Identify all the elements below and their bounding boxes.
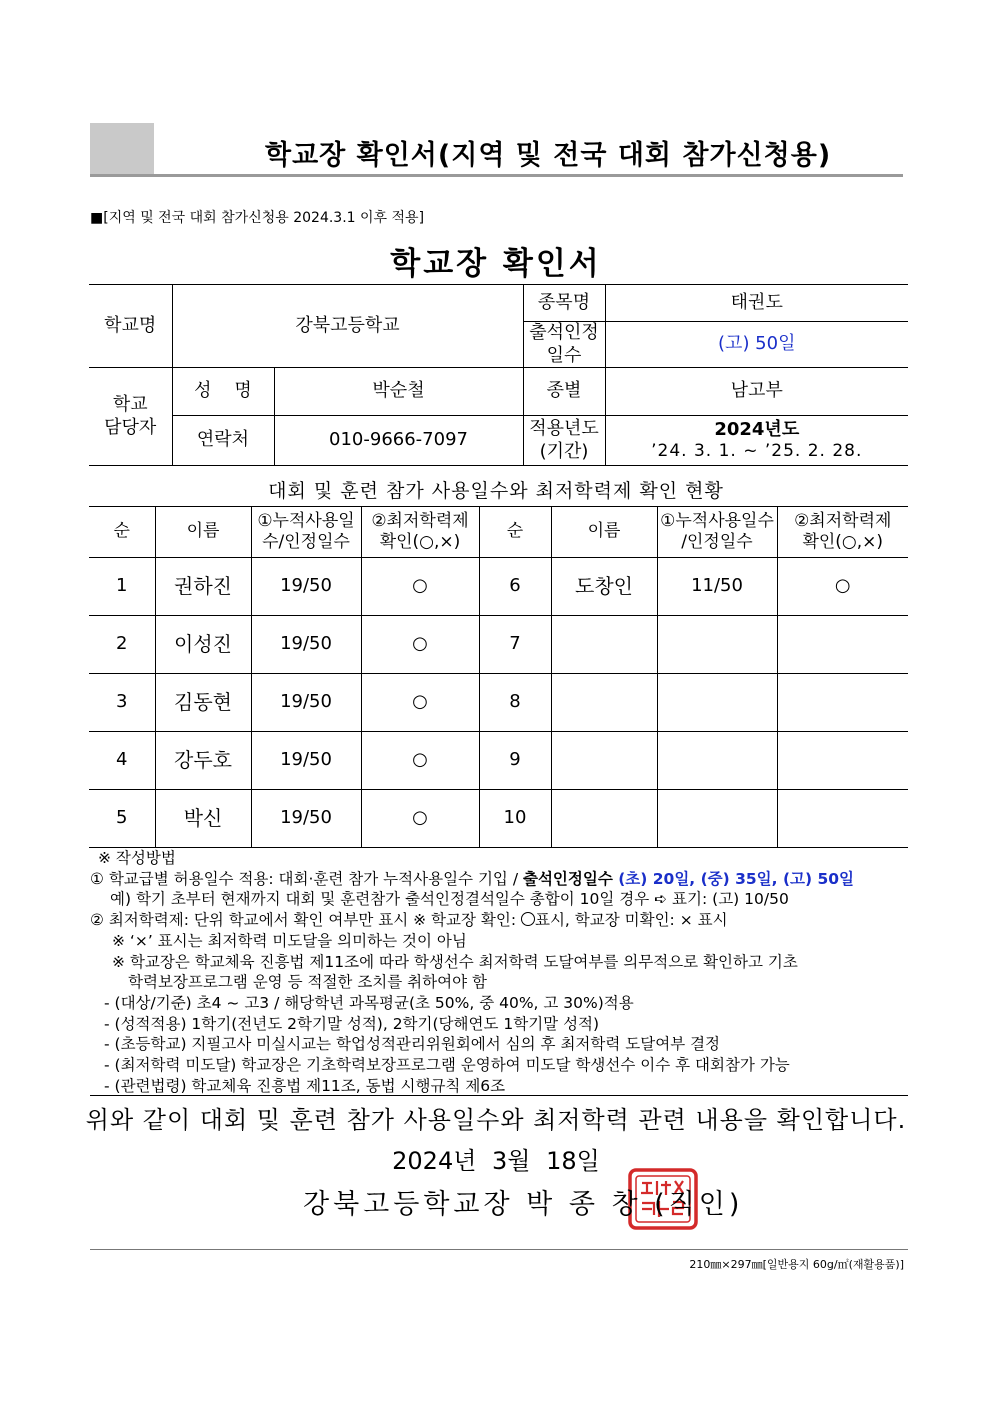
table-row (89, 616, 908, 674)
method-item-1 (90, 869, 910, 890)
sport-label: 종목명 (523, 285, 605, 322)
header-gray-box (90, 123, 154, 176)
row-days-2 (657, 674, 777, 732)
table-row (89, 790, 908, 848)
header-name: 이름 (155, 507, 251, 558)
row-days-2 (657, 616, 777, 674)
method-bullet: - (대상/기준) 초4 ~ 고3 / 해당학년 과목평균(초 50%, 중 40%, 고 30%)적용 (104, 993, 634, 1012)
year-value: 2024년도 (714, 418, 800, 440)
method-note-principal-2: 학력보장프로그램 운영 등 적절한 조치를 취하여야 함 (128, 973, 487, 992)
section-divider (90, 1095, 908, 1096)
header-days-2: ①누적사용일수 /인정일수 (657, 507, 777, 558)
row-days: 19/50 (251, 674, 361, 732)
row-check-2 (777, 790, 908, 848)
row-days: 19/50 (251, 790, 361, 848)
row-check-2: ○ (777, 558, 908, 616)
row-check: ○ (361, 558, 479, 616)
document-title: 학교장 확인서(지역 및 전국 대회 참가신청용) (265, 140, 832, 171)
row-days-2: 11/50 (657, 558, 777, 616)
row-days: 19/50 (251, 616, 361, 674)
row-check: ○ (361, 616, 479, 674)
header-no: 순 (89, 507, 155, 558)
contact-label: 연락처 (172, 416, 274, 466)
title-divider (90, 174, 903, 177)
table-row (89, 558, 908, 616)
circle-mark-icon (521, 912, 535, 926)
manager-label: 학교 담당자 (89, 368, 172, 466)
status-caption: 대회 및 훈련 참가 사용일수와 최저학력제 확인 현황 (268, 480, 724, 502)
header-no-2: 순 (479, 507, 551, 558)
issue-date: 2024년 3월 18일 (392, 1147, 600, 1175)
row-name: 김동현 (155, 674, 251, 732)
row-no: 3 (89, 674, 155, 732)
row-check-2 (777, 674, 908, 732)
period-value: ’24. 3. 1. ~ ’25. 2. 28. (651, 441, 863, 462)
row-name-2 (551, 732, 657, 790)
row-name-2: 도창인 (551, 558, 657, 616)
contact-value: 010-9666-7097 (274, 416, 523, 466)
writing-method (90, 848, 910, 1096)
row-no: 5 (89, 790, 155, 848)
row-name: 강두호 (155, 732, 251, 790)
main-title: 학교장 확인서 (390, 246, 602, 282)
manager-name-value: 박순철 (274, 368, 523, 416)
row-name-2 (551, 674, 657, 732)
method-item-2 (90, 910, 910, 931)
row-check: ○ (361, 790, 479, 848)
method-item-2-b: 표시, 학교장 미확인: × 표시 (534, 911, 728, 930)
method-note-x: ※ ‘×’ 표시는 최저학력 미도달을 의미하는 것이 아님 (112, 931, 467, 950)
row-no: 2 (89, 616, 155, 674)
year-label: 적용년도 (기간) (523, 416, 605, 466)
method-bullet: - (성적적용) 1학기(전년도 2학기말 성적), 2학기(당해연도 1학기말 성적) (104, 1014, 600, 1033)
row-name: 박신 (155, 790, 251, 848)
row-no-2: 7 (479, 616, 551, 674)
method-item-1-bold: 출석인정일수 (522, 869, 613, 888)
row-days-2 (657, 790, 777, 848)
school-name-label: 학교명 (89, 285, 172, 368)
confirmation-text: 위와 같이 대회 및 훈련 참가 사용일수와 최저학력 관련 내용을 확인합니다. (85, 1106, 907, 1134)
method-item-1-example: 예) 학기 초부터 현재까지 대회 및 훈련참가 출석인정결석일수 총합이 10일 경우 ➪ 표기: (고) 10/50 (110, 890, 789, 909)
signer-line: 강북고등학교장 박 종 창 (직인) (303, 1189, 744, 1220)
row-check: ○ (361, 732, 479, 790)
row-check-2 (777, 732, 908, 790)
row-no: 1 (89, 558, 155, 616)
row-name: 이성진 (155, 616, 251, 674)
method-bullet: - (최저학력 미도달) 학교장은 기초학력보장프로그램 운영하여 미도달 학생선수 이수 후 대회참가 가능 (104, 1056, 790, 1075)
school-info-table (89, 284, 908, 466)
row-days: 19/50 (251, 732, 361, 790)
category-label: 종별 (523, 368, 605, 416)
method-heading: ※ 작성방법 (98, 849, 176, 867)
paper-spec-note: 210㎜×297㎜[일반용지 60g/㎡(재활용품)] (689, 1258, 904, 1271)
table-row (89, 732, 908, 790)
row-name-2 (551, 790, 657, 848)
row-name-2 (551, 616, 657, 674)
row-no: 4 (89, 732, 155, 790)
row-name: 권하진 (155, 558, 251, 616)
applicability-note: ■[지역 및 전국 대회 참가신청용 2024.3.1 이후 적용] (90, 210, 425, 226)
year-cell (605, 416, 908, 466)
bottom-divider (90, 1249, 908, 1250)
manager-name-label: 성 명 (172, 368, 274, 416)
method-item-1-allowance: (초) 20일, (중) 35일, (고) 50일 (612, 869, 855, 888)
school-name-value: 강북고등학교 (172, 285, 523, 368)
method-bullet: - (초등학교) 지필고사 미실시교는 학업성적관리위원회에서 심의 후 최저학력 도달여부 결정 (104, 1035, 721, 1054)
category-value: 남고부 (605, 368, 908, 416)
header-days: ①누적사용일 수/인정일수 (251, 507, 361, 558)
row-no-2: 10 (479, 790, 551, 848)
row-no-2: 9 (479, 732, 551, 790)
header-check-2: ②최저학력제 확인(○,×) (777, 507, 908, 558)
method-item-1-prefix: ① 학교급별 허용일수 적용: 대회·훈련 참가 누적사용일수 기입 / (90, 869, 523, 888)
method-note-principal-1: ※ 학교장은 학교체육 진흥법 제11조에 따라 학생선수 최저학력 도달여부를 의무적으로 확인하고 기초 (112, 952, 798, 971)
row-check: ○ (361, 674, 479, 732)
header-check: ②최저학력제 확인(○,×) (361, 507, 479, 558)
method-bullet: - (관련법령) 학교체육 진흥법 제11조, 동법 시행규칙 제6조 (104, 1076, 506, 1095)
row-check-2 (777, 616, 908, 674)
attend-days-label: 출석인정 일수 (523, 322, 605, 368)
row-no-2: 8 (479, 674, 551, 732)
status-table (89, 506, 908, 848)
method-item-2-a: ② 최저학력제: 단위 학교에서 확인 여부만 표시 ※ 학교장 확인: (90, 911, 521, 930)
row-days-2 (657, 732, 777, 790)
row-no-2: 6 (479, 558, 551, 616)
header-name-2: 이름 (551, 507, 657, 558)
attend-days-value: (고) 50일 (605, 322, 908, 368)
sport-value: 태권도 (605, 285, 908, 322)
row-days: 19/50 (251, 558, 361, 616)
table-row (89, 674, 908, 732)
